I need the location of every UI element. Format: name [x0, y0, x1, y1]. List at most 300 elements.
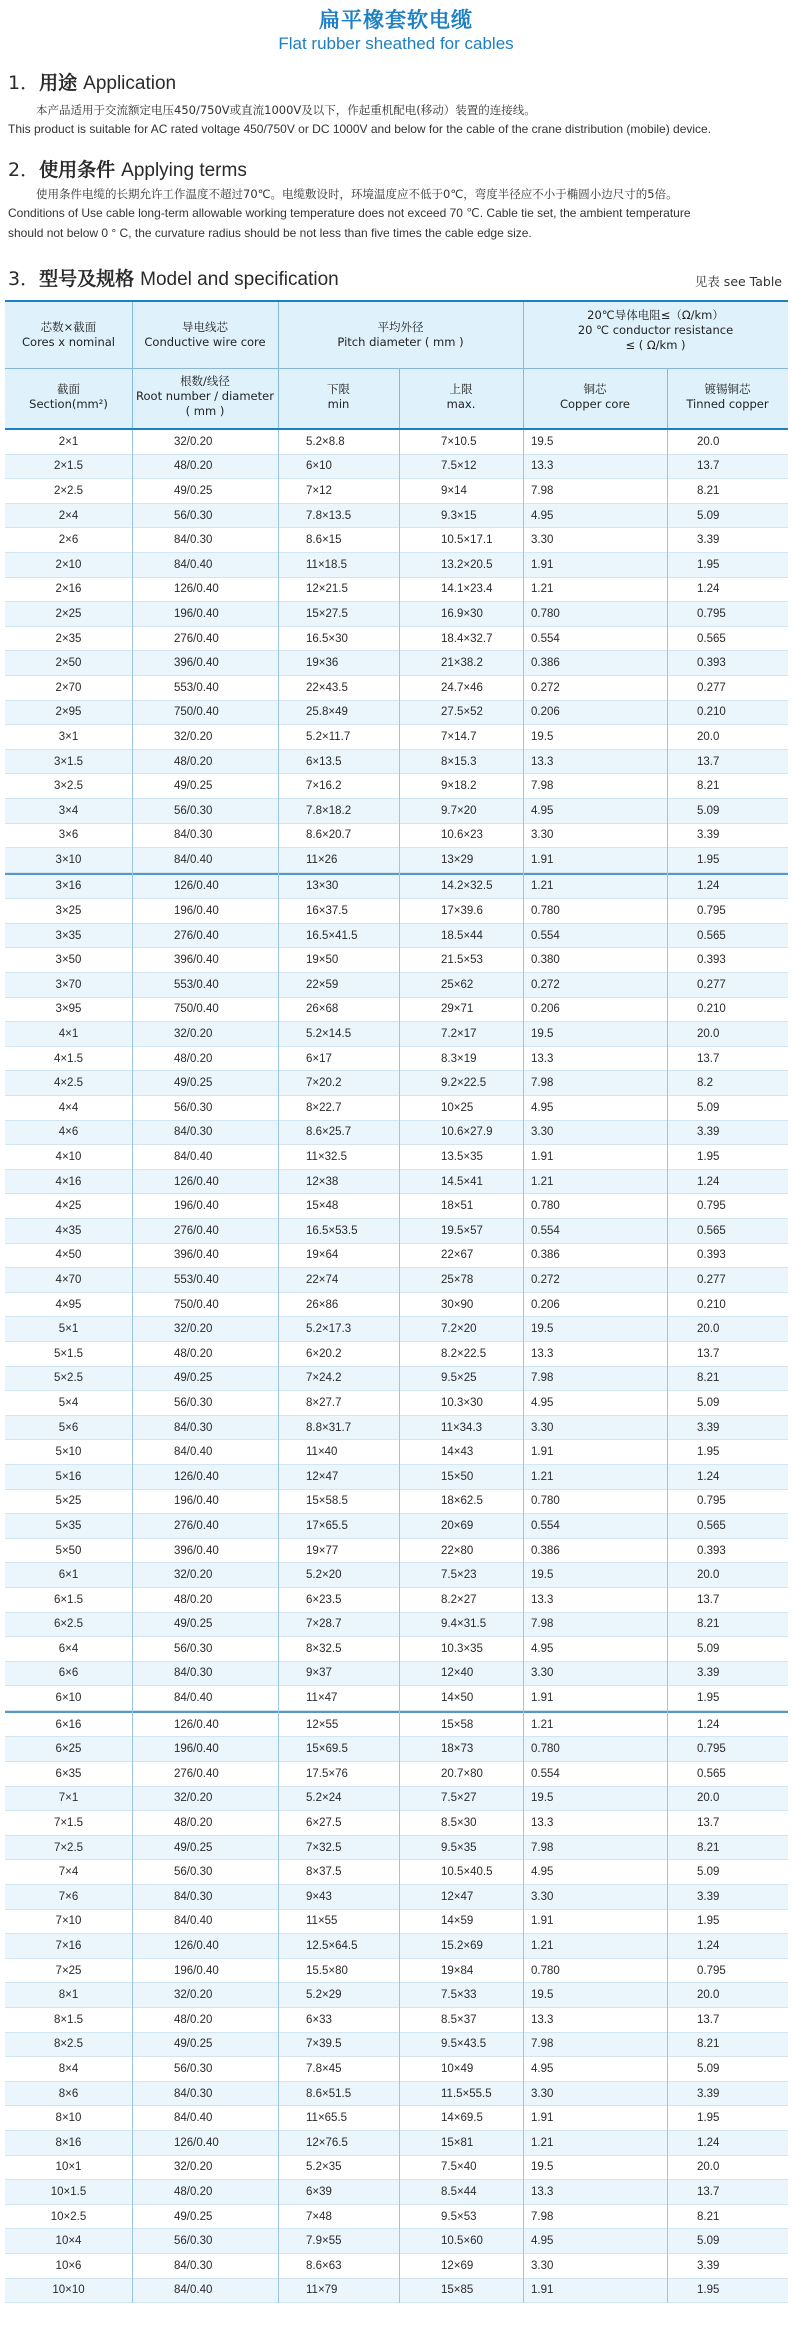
- table-row: [5, 2254, 788, 2279]
- cell-tinned-resistance: 5.09: [697, 1101, 720, 1114]
- cell-pitch-min: 7×24.2: [306, 1372, 342, 1385]
- cell-pitch-max: 11.5×55.5: [441, 2087, 492, 2100]
- cell-section: 4×2.5: [53, 1077, 84, 1090]
- cell-root-diameter: 126/0.40: [174, 1718, 219, 1731]
- cell-copper-resistance: 3.30: [531, 2087, 554, 2100]
- cell-root-diameter: 126/0.40: [174, 2136, 219, 2149]
- cell-root-diameter: 84/0.40: [174, 558, 213, 571]
- cell-pitch-min: 12×47: [306, 1470, 339, 1483]
- cell-tinned-resistance: 20.0: [697, 1323, 720, 1336]
- cell-pitch-min: 17×65.5: [306, 1519, 348, 1532]
- cell-pitch-min: 12.5×64.5: [306, 1940, 358, 1953]
- cell-pitch-min: 7.8×13.5: [306, 509, 352, 522]
- cell-copper-resistance: 3.30: [531, 829, 554, 842]
- cell-tinned-resistance: 0.795: [697, 1495, 726, 1508]
- cell-section: 10×4: [55, 2235, 82, 2248]
- cell-section: 2×4: [58, 509, 79, 522]
- cell-tinned-resistance: 5.09: [697, 2062, 720, 2075]
- cell-pitch-max: 18.5×44: [441, 929, 483, 942]
- cell-pitch-min: 9×37: [306, 1667, 332, 1680]
- cell-pitch-min: 17.5×76: [306, 1767, 348, 1780]
- cell-tinned-resistance: 20.0: [697, 1792, 720, 1805]
- section-applying-terms-heading: [8, 155, 247, 182]
- cell-pitch-max: 10.5×40.5: [441, 1866, 493, 1879]
- cell-section: 5×1: [58, 1323, 79, 1336]
- cell-pitch-max: 11×34.3: [441, 1421, 483, 1434]
- cell-pitch-max: 15×81: [441, 2136, 474, 2149]
- table-row: [5, 725, 788, 750]
- cell-tinned-resistance: 1.95: [697, 2112, 720, 2125]
- section-title-en: Application: [83, 73, 177, 94]
- cell-copper-resistance: 1.91: [531, 853, 554, 866]
- cell-tinned-resistance: 3.39: [697, 2087, 720, 2100]
- table-row: [5, 2057, 788, 2082]
- cell-section: 6×25: [55, 1743, 82, 1756]
- cell-tinned-resistance: 1.95: [697, 1692, 720, 1705]
- table-row: [5, 2156, 788, 2181]
- cell-copper-resistance: 0.554: [531, 1519, 560, 1532]
- cell-root-diameter: 56/0.30: [174, 2062, 213, 2075]
- cell-root-diameter: 49/0.25: [174, 484, 213, 497]
- cell-tinned-resistance: 1.95: [697, 1151, 720, 1164]
- spec-table: [5, 300, 788, 2303]
- cell-copper-resistance: 1.91: [531, 1151, 554, 1164]
- cell-pitch-max: 10.5×17.1: [441, 534, 493, 547]
- cell-pitch-max: 25×78: [441, 1273, 474, 1286]
- cell-pitch-min: 26×86: [306, 1298, 339, 1311]
- cell-pitch-max: 8.5×37: [441, 2013, 477, 2026]
- header-section: [5, 382, 132, 412]
- cell-section: 3×35: [55, 929, 82, 942]
- cell-copper-resistance: 3.30: [531, 534, 554, 547]
- cell-pitch-max: 9.7×20: [441, 804, 477, 817]
- table-row: [5, 1563, 788, 1588]
- cell-pitch-max: 9.5×25: [441, 1372, 477, 1385]
- cell-section: 4×10: [55, 1151, 82, 1164]
- cell-pitch-max: 30×90: [441, 1298, 474, 1311]
- cell-copper-resistance: 1.21: [531, 1940, 554, 1953]
- table-row: [5, 1440, 788, 1465]
- table-row: [5, 924, 788, 949]
- table-row: [5, 1022, 788, 1047]
- cell-section: 8×1.5: [53, 2013, 84, 2026]
- cell-pitch-min: 11×47: [306, 1692, 338, 1705]
- cell-tinned-resistance: 13.7: [697, 1347, 720, 1360]
- applying-terms-text-en-1: Conditions of Use cable long-term allowable working temperature does not exceed 70 ℃. Cable tie set, the ambient temperature: [8, 206, 691, 220]
- cell-pitch-max: 18×62.5: [441, 1495, 483, 1508]
- cell-section: 6×1.5: [53, 1593, 84, 1606]
- cell-pitch-max: 7.5×23: [441, 1569, 477, 1582]
- cell-copper-resistance: 19.5: [531, 730, 554, 743]
- cell-section: 7×6: [58, 1890, 79, 1903]
- cell-copper-resistance: 4.95: [531, 1396, 554, 1409]
- cell-pitch-min: 22×43.5: [306, 681, 348, 694]
- cell-pitch-max: 18×73: [441, 1743, 474, 1756]
- cell-copper-resistance: 0.554: [531, 929, 560, 942]
- table-row: [5, 1342, 788, 1367]
- section-title-zh: 型号及规格: [39, 268, 135, 290]
- header-max-en: max.: [446, 397, 476, 411]
- cell-root-diameter: 84/0.30: [174, 2259, 213, 2272]
- table-row: [5, 750, 788, 775]
- cell-pitch-max: 9.5×35: [441, 1841, 477, 1854]
- header-copper-en: Copper core: [559, 397, 631, 411]
- table-row: [5, 430, 788, 455]
- cell-copper-resistance: 13.3: [531, 460, 554, 473]
- cell-pitch-min: 9×43: [306, 1890, 332, 1903]
- cell-tinned-resistance: 20.0: [697, 1989, 720, 2002]
- cell-pitch-max: 15.2×69: [441, 1940, 483, 1953]
- section-title-en: Model and specification: [140, 269, 339, 290]
- table-row: [5, 1244, 788, 1269]
- cell-pitch-min: 19×36: [306, 657, 339, 670]
- cell-tinned-resistance: 0.277: [697, 978, 726, 991]
- cell-section: 4×1.5: [53, 1052, 84, 1065]
- header-cores-en: Cores x nominal: [22, 335, 115, 349]
- cell-copper-resistance: 0.554: [531, 632, 560, 645]
- section-number: 1．: [8, 72, 40, 94]
- header-min-zh: 下限: [327, 382, 350, 396]
- cell-tinned-resistance: 8.21: [697, 1841, 720, 1854]
- cell-section: 7×10: [55, 1915, 82, 1928]
- cell-pitch-max: 19.5×57: [441, 1224, 483, 1237]
- cell-pitch-min: 25.8×49: [306, 706, 348, 719]
- cell-root-diameter: 126/0.40: [174, 583, 219, 596]
- cell-section: 7×1.5: [53, 1817, 84, 1830]
- cell-pitch-max: 25×62: [441, 978, 474, 991]
- cell-copper-resistance: 19.5: [531, 2161, 554, 2174]
- cell-pitch-max: 14.5×41: [441, 1175, 483, 1188]
- table-body: [5, 430, 788, 2303]
- table-row: [5, 875, 788, 900]
- table-row: [5, 1121, 788, 1146]
- cell-pitch-max: 9×14: [441, 484, 467, 497]
- cell-pitch-max: 7×14.7: [441, 730, 477, 743]
- cell-copper-resistance: 13.3: [531, 1593, 554, 1606]
- cell-pitch-min: 8×27.7: [306, 1396, 342, 1409]
- cell-tinned-resistance: 0.277: [697, 681, 726, 694]
- cell-root-diameter: 126/0.40: [174, 1470, 219, 1483]
- cell-root-diameter: 56/0.30: [174, 804, 213, 817]
- table-row: [5, 1219, 788, 1244]
- cell-pitch-min: 7.8×45: [306, 2062, 342, 2075]
- cell-pitch-max: 18×51: [441, 1200, 474, 1213]
- cell-copper-resistance: 0.272: [531, 1273, 560, 1286]
- cell-pitch-max: 12×69: [441, 2259, 474, 2272]
- cell-section: 3×50: [55, 954, 82, 967]
- table-row: [5, 1047, 788, 1072]
- cell-tinned-resistance: 0.393: [697, 1249, 726, 1262]
- cell-root-diameter: 396/0.40: [174, 1249, 219, 1262]
- cell-pitch-max: 8.5×44: [441, 2185, 477, 2198]
- cell-copper-resistance: 7.98: [531, 1841, 554, 1854]
- cell-tinned-resistance: 5.09: [697, 1396, 720, 1409]
- table-row: [5, 651, 788, 676]
- cell-pitch-max: 9.5×53: [441, 2210, 477, 2223]
- table-row: [5, 1713, 788, 1738]
- cell-tinned-resistance: 0.210: [697, 706, 726, 719]
- cell-root-diameter: 56/0.30: [174, 1866, 213, 1879]
- cell-tinned-resistance: 3.39: [697, 1667, 720, 1680]
- cell-tinned-resistance: 20.0: [697, 2161, 720, 2174]
- cell-tinned-resistance: 1.24: [697, 1470, 720, 1483]
- cell-pitch-min: 12×76.5: [306, 2136, 348, 2149]
- cell-pitch-min: 7×12: [306, 484, 332, 497]
- header-cores-zh: 芯数×截面: [40, 320, 97, 334]
- cell-pitch-min: 8.6×25.7: [306, 1126, 352, 1139]
- cell-pitch-min: 5.2×20: [306, 1569, 342, 1582]
- cell-tinned-resistance: 1.24: [697, 1175, 720, 1188]
- cell-pitch-max: 21×38.2: [441, 657, 483, 670]
- cell-root-diameter: 126/0.40: [174, 1175, 219, 1188]
- table-row: [5, 1293, 788, 1318]
- cell-tinned-resistance: 0.277: [697, 1273, 726, 1286]
- cell-copper-resistance: 13.3: [531, 1052, 554, 1065]
- cell-tinned-resistance: 1.95: [697, 853, 720, 866]
- cell-root-diameter: 750/0.40: [174, 1298, 219, 1311]
- cell-copper-resistance: 0.380: [531, 954, 560, 967]
- cell-section: 2×10: [55, 558, 82, 571]
- cell-tinned-resistance: 0.565: [697, 1224, 726, 1237]
- table-row: [5, 1613, 788, 1638]
- cell-pitch-max: 10.5×60: [441, 2235, 483, 2248]
- cell-copper-resistance: 4.95: [531, 1866, 554, 1879]
- table-row: [5, 602, 788, 627]
- cell-root-diameter: 84/0.40: [174, 2284, 213, 2297]
- cell-pitch-min: 5.2×29: [306, 1989, 342, 2002]
- table-row: [5, 2082, 788, 2107]
- cell-pitch-max: 9.5×43.5: [441, 2038, 487, 2051]
- cell-tinned-resistance: 5.09: [697, 509, 720, 522]
- cell-pitch-max: 15×50: [441, 1470, 474, 1483]
- table-row: [5, 676, 788, 701]
- cell-pitch-min: 6×13.5: [306, 755, 342, 768]
- cell-pitch-max: 9×18.2: [441, 780, 477, 793]
- section-application-heading: [8, 68, 176, 95]
- cell-copper-resistance: 1.21: [531, 880, 554, 893]
- cell-pitch-min: 16.5×41.5: [306, 929, 358, 942]
- cell-tinned-resistance: 20.0: [697, 1028, 720, 1041]
- cell-root-diameter: 49/0.25: [174, 1372, 213, 1385]
- cell-section: 4×1: [58, 1028, 79, 1041]
- cell-pitch-min: 7×16.2: [306, 780, 342, 793]
- table-row: [5, 553, 788, 578]
- cell-root-diameter: 276/0.40: [174, 632, 219, 645]
- cell-copper-resistance: 0.206: [531, 706, 560, 719]
- cell-copper-resistance: 19.5: [531, 1028, 554, 1041]
- cell-root-diameter: 32/0.20: [174, 1989, 213, 2002]
- cell-copper-resistance: 0.780: [531, 1964, 560, 1977]
- cell-pitch-min: 11×18.5: [306, 558, 348, 571]
- cell-pitch-min: 15×27.5: [306, 607, 348, 620]
- cell-section: 6×16: [55, 1718, 82, 1731]
- header-pitch: [278, 320, 523, 350]
- cell-copper-resistance: 3.30: [531, 1667, 554, 1680]
- header-resistance: [523, 308, 788, 353]
- cell-pitch-max: 14×69.5: [441, 2112, 483, 2125]
- cell-root-diameter: 84/0.40: [174, 1692, 213, 1705]
- cell-copper-resistance: 13.3: [531, 2185, 554, 2198]
- cell-root-diameter: 396/0.40: [174, 954, 219, 967]
- cell-root-diameter: 32/0.20: [174, 730, 213, 743]
- cell-copper-resistance: 1.91: [531, 1692, 554, 1705]
- cell-section: 8×10: [55, 2112, 82, 2125]
- cell-pitch-min: 7.8×18.2: [306, 804, 352, 817]
- cell-copper-resistance: 1.91: [531, 2112, 554, 2125]
- table-row: [5, 2008, 788, 2033]
- cell-pitch-max: 10.3×35: [441, 1642, 483, 1655]
- table-header: [5, 300, 788, 430]
- applying-terms-text-en-2: should not below 0 ° C, the curvature radius should be not less than five times the cable edge size.: [8, 226, 532, 240]
- cell-tinned-resistance: 5.09: [697, 1866, 720, 1879]
- cell-tinned-resistance: 1.24: [697, 583, 720, 596]
- cell-section: 6×1: [58, 1569, 79, 1582]
- table-row: [5, 2279, 788, 2304]
- cell-root-diameter: 32/0.20: [174, 1792, 213, 1805]
- cell-tinned-resistance: 0.210: [697, 1298, 726, 1311]
- cell-root-diameter: 276/0.40: [174, 1224, 219, 1237]
- cell-root-diameter: 276/0.40: [174, 1767, 219, 1780]
- cell-copper-resistance: 0.206: [531, 1298, 560, 1311]
- cell-section: 8×4: [58, 2062, 79, 2075]
- table-row: [5, 1910, 788, 1935]
- cell-section: 3×1: [58, 730, 79, 743]
- cell-copper-resistance: 4.95: [531, 804, 554, 817]
- table-row: [5, 1662, 788, 1687]
- cell-section: 5×1.5: [53, 1347, 84, 1360]
- cell-pitch-min: 5.2×14.5: [306, 1028, 352, 1041]
- cell-pitch-min: 6×20.2: [306, 1347, 342, 1360]
- cell-tinned-resistance: 0.393: [697, 1544, 726, 1557]
- header-copper: [523, 382, 667, 412]
- cell-root-diameter: 48/0.20: [174, 1593, 213, 1606]
- cell-tinned-resistance: 1.24: [697, 1940, 720, 1953]
- cell-root-diameter: 49/0.25: [174, 1077, 213, 1090]
- cell-section: 7×25: [55, 1964, 82, 1977]
- cell-copper-resistance: 13.3: [531, 1817, 554, 1830]
- cell-pitch-min: 8.6×15: [306, 534, 342, 547]
- cell-section: 8×6: [58, 2087, 79, 2100]
- section-number: 3．: [8, 268, 40, 290]
- cell-pitch-min: 5.2×17.3: [306, 1323, 352, 1336]
- cell-section: 5×10: [55, 1446, 82, 1459]
- cell-pitch-min: 8.6×63: [306, 2259, 342, 2272]
- cell-copper-resistance: 0.780: [531, 905, 560, 918]
- cell-section: 2×1.5: [53, 460, 84, 473]
- cell-section: 4×4: [58, 1101, 79, 1114]
- cell-section: 3×1.5: [53, 755, 84, 768]
- table-row: [5, 1391, 788, 1416]
- cell-pitch-max: 14.1×23.4: [441, 583, 493, 596]
- cell-pitch-min: 16.5×30: [306, 632, 348, 645]
- cell-pitch-max: 18.4×32.7: [441, 632, 493, 645]
- cell-section: 5×35: [55, 1519, 82, 1532]
- cell-pitch-min: 6×33: [306, 2013, 332, 2026]
- cell-section: 10×6: [55, 2259, 82, 2272]
- cell-tinned-resistance: 1.95: [697, 558, 720, 571]
- cell-section: 8×1: [58, 1989, 79, 2002]
- cell-section: 2×6: [58, 534, 79, 547]
- cell-pitch-min: 5.2×24: [306, 1792, 342, 1805]
- cell-pitch-min: 6×23.5: [306, 1593, 342, 1606]
- cell-section: 7×2.5: [53, 1841, 84, 1854]
- cell-copper-resistance: 0.206: [531, 1003, 560, 1016]
- cell-tinned-resistance: 3.39: [697, 534, 720, 547]
- header-section-en: Section(mm²): [29, 397, 108, 411]
- cell-section: 2×35: [55, 632, 82, 645]
- cell-root-diameter: 84/0.40: [174, 2112, 213, 2125]
- table-row: [5, 1983, 788, 2008]
- cell-root-diameter: 84/0.40: [174, 1446, 213, 1459]
- cell-pitch-min: 8.8×31.7: [306, 1421, 352, 1434]
- cell-section: 2×95: [55, 706, 82, 719]
- cell-pitch-min: 11×40: [306, 1446, 338, 1459]
- table-row: [5, 1170, 788, 1195]
- cell-root-diameter: 84/0.30: [174, 2087, 213, 2100]
- cell-section: 5×4: [58, 1396, 79, 1409]
- cell-root-diameter: 84/0.40: [174, 1151, 213, 1164]
- cell-root-diameter: 56/0.30: [174, 1642, 213, 1655]
- cell-tinned-resistance: 13.7: [697, 460, 720, 473]
- table-row: [5, 824, 788, 849]
- cell-pitch-min: 15.5×80: [306, 1964, 348, 1977]
- table-row: [5, 2033, 788, 2058]
- cell-tinned-resistance: 1.95: [697, 1915, 720, 1928]
- cell-pitch-max: 13.2×20.5: [441, 558, 493, 571]
- cell-pitch-min: 19×77: [306, 1544, 339, 1557]
- cell-copper-resistance: 7.98: [531, 780, 554, 793]
- table-row: [5, 1959, 788, 1984]
- cell-pitch-min: 16×37.5: [306, 905, 348, 918]
- header-wire-en: Conductive wire core: [144, 335, 266, 349]
- page-title-zh: 扁平橡套软电缆: [319, 8, 473, 32]
- cell-pitch-min: 8.6×20.7: [306, 829, 352, 842]
- cell-root-diameter: 49/0.25: [174, 1618, 213, 1631]
- table-row: [5, 1416, 788, 1441]
- cell-pitch-min: 7×32.5: [306, 1841, 342, 1854]
- cell-pitch-min: 6×10: [306, 460, 332, 473]
- section-title-zh: 用途: [39, 72, 78, 94]
- cell-copper-resistance: 7.98: [531, 2038, 554, 2051]
- cell-root-diameter: 48/0.20: [174, 460, 213, 473]
- header-root-en: Root number / diameter: [136, 389, 274, 403]
- cell-tinned-resistance: 0.795: [697, 1743, 726, 1756]
- section-model-spec-heading: [8, 264, 339, 291]
- cell-section: 2×1: [58, 435, 79, 448]
- section-title-zh: 使用条件: [39, 159, 116, 181]
- cell-pitch-max: 22×67: [441, 1249, 474, 1262]
- cell-section: 6×6: [58, 1667, 79, 1680]
- table-row: [5, 701, 788, 726]
- cell-section: 6×4: [58, 1642, 79, 1655]
- table-row: [5, 2229, 788, 2254]
- cell-section: 5×25: [55, 1495, 82, 1508]
- cell-root-diameter: 49/0.25: [174, 1841, 213, 1854]
- cell-pitch-min: 11×55: [306, 1915, 338, 1928]
- cell-copper-resistance: 7.98: [531, 1077, 554, 1090]
- cell-copper-resistance: 1.91: [531, 558, 554, 571]
- cell-section: 3×10: [55, 853, 82, 866]
- cell-root-diameter: 196/0.40: [174, 905, 219, 918]
- cell-section: 4×35: [55, 1224, 82, 1237]
- table-row: [5, 1539, 788, 1564]
- cell-section: 3×4: [58, 804, 79, 817]
- cell-root-diameter: 276/0.40: [174, 929, 219, 942]
- cell-pitch-min: 8.6×51.5: [306, 2087, 352, 2100]
- cell-root-diameter: 553/0.40: [174, 681, 219, 694]
- cell-pitch-min: 12×55: [306, 1718, 339, 1731]
- header-wire-zh: 导电线芯: [182, 320, 228, 334]
